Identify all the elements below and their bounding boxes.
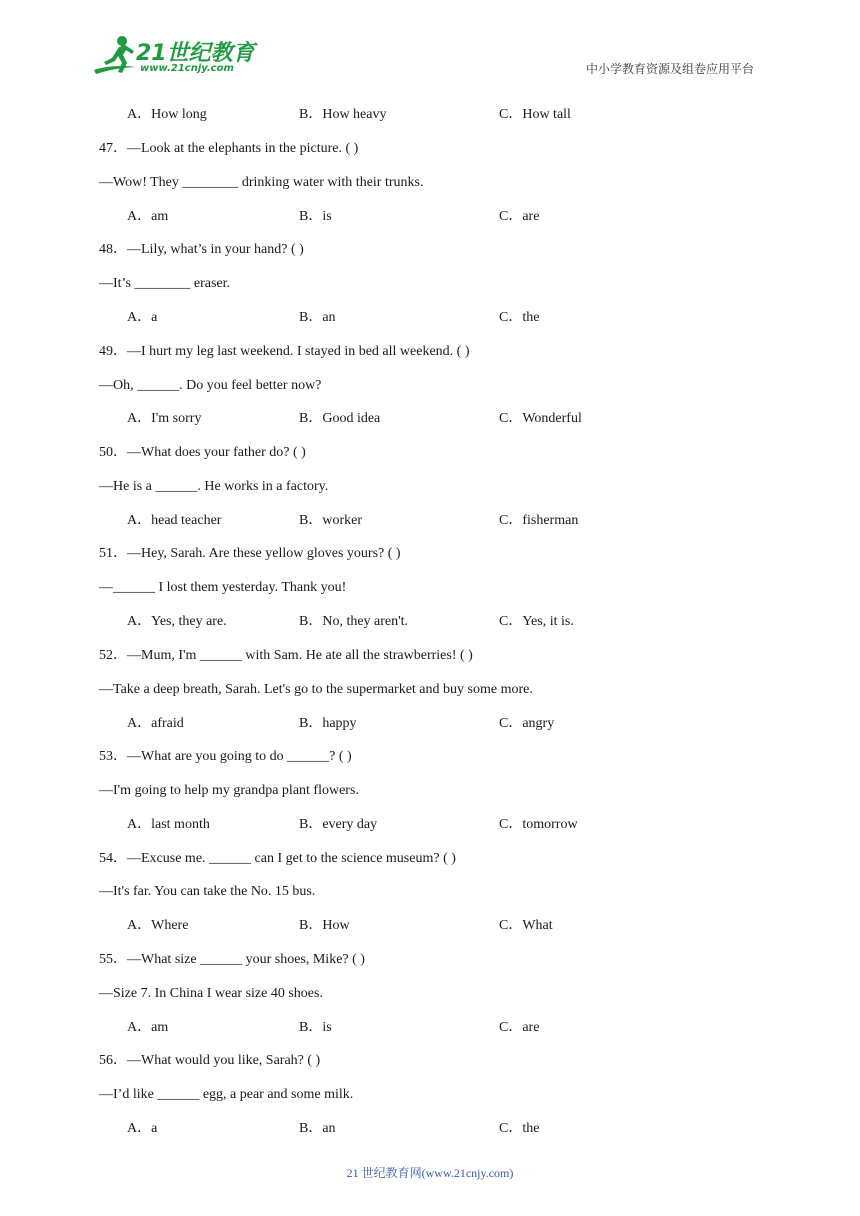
option-c: C．the bbox=[499, 1121, 540, 1136]
question-text: 48．—Lily, what’s in your hand? ( ) bbox=[99, 242, 304, 257]
question-text: 51．—Hey, Sarah. Are these yellow gloves yours? ( ) bbox=[99, 546, 401, 561]
option-c: C．What bbox=[499, 918, 553, 933]
logo bbox=[92, 34, 262, 78]
option-a: A．a bbox=[127, 1121, 158, 1136]
option-b: B．every day bbox=[299, 817, 378, 832]
runner-icon bbox=[92, 34, 138, 76]
question-text: 47．—Look at the elephants in the picture. ( ) bbox=[99, 141, 359, 156]
platform-title: 中小学教育资源及组卷应用平台 bbox=[585, 62, 754, 76]
option-b: B．How bbox=[299, 918, 350, 933]
option-c: C．tomorrow bbox=[499, 817, 578, 832]
response-text: —He is a ______. He works in a factory. bbox=[99, 479, 329, 494]
option-b: B．an bbox=[299, 310, 336, 325]
option-c: C．Wonderful bbox=[499, 411, 582, 426]
option-b: B．is bbox=[299, 1020, 332, 1035]
option-c: C．are bbox=[499, 1020, 540, 1035]
option-a: A．a bbox=[127, 310, 158, 325]
option-b: B．Good idea bbox=[299, 411, 381, 426]
option-a: A．I'm sorry bbox=[127, 411, 202, 426]
response-text: —Oh, ______. Do you feel better now? bbox=[99, 378, 322, 393]
option-a: A．last month bbox=[127, 817, 210, 832]
response-text: —I'm going to help my grandpa plant flowers. bbox=[99, 783, 359, 798]
option-c: C．Yes, it is. bbox=[499, 614, 574, 629]
logo-text: 21世纪教育 bbox=[136, 41, 255, 66]
option-b: B．worker bbox=[299, 513, 362, 528]
question-text: 56．—What would you like, Sarah? ( ) bbox=[99, 1053, 321, 1068]
response-text: —Wow! They ________ drinking water with their trunks. bbox=[99, 175, 424, 190]
option-a: A．am bbox=[127, 1020, 169, 1035]
question-text: 52．—Mum, I'm ______ with Sam. He ate all the strawberries! ( ) bbox=[99, 648, 473, 663]
logo-url: www.21cnjy.com bbox=[140, 63, 234, 74]
option-a: A．How long bbox=[127, 107, 207, 122]
option-c: C．How tall bbox=[499, 107, 571, 122]
option-a: A．afraid bbox=[127, 716, 184, 731]
question-text: 50．—What does your father do? ( ) bbox=[99, 445, 306, 460]
response-text: —It’s ________ eraser. bbox=[99, 276, 231, 291]
response-text: —Take a deep breath, Sarah. Let's go to the supermarket and buy some more. bbox=[99, 682, 533, 697]
option-c: C．angry bbox=[499, 716, 555, 731]
response-text: —______ I lost them yesterday. Thank you! bbox=[99, 580, 347, 595]
question-text: 49．—I hurt my leg last weekend. I stayed in bed all weekend. ( ) bbox=[99, 344, 470, 359]
question-text: 54．—Excuse me. ______ can I get to the science museum? ( ) bbox=[99, 851, 456, 866]
option-c: C．fisherman bbox=[499, 513, 579, 528]
option-a: A．Where bbox=[127, 918, 189, 933]
response-text: —It's far. You can take the No. 15 bus. bbox=[99, 884, 316, 899]
question-text: 53．—What are you going to do ______? ( ) bbox=[99, 749, 352, 764]
option-a: A．am bbox=[127, 209, 169, 224]
option-a: A．Yes, they are. bbox=[127, 614, 227, 629]
response-text: —I’d like ______ egg, a pear and some milk. bbox=[99, 1087, 354, 1102]
question-text: 55．—What size ______ your shoes, Mike? ( ) bbox=[99, 952, 365, 967]
page-footer: 21 世纪教育网(www.21cnjy.com) bbox=[346, 1166, 514, 1180]
option-c: C．are bbox=[499, 209, 540, 224]
option-b: B．an bbox=[299, 1121, 336, 1136]
option-c: C．the bbox=[499, 310, 540, 325]
option-b: B．happy bbox=[299, 716, 357, 731]
option-b: B．No, they aren't. bbox=[299, 614, 409, 629]
option-b: B．is bbox=[299, 209, 332, 224]
page-header bbox=[0, 0, 860, 90]
option-b: B．How heavy bbox=[299, 107, 387, 122]
option-a: A．head teacher bbox=[127, 513, 222, 528]
response-text: —Size 7. In China I wear size 40 shoes. bbox=[99, 986, 323, 1001]
